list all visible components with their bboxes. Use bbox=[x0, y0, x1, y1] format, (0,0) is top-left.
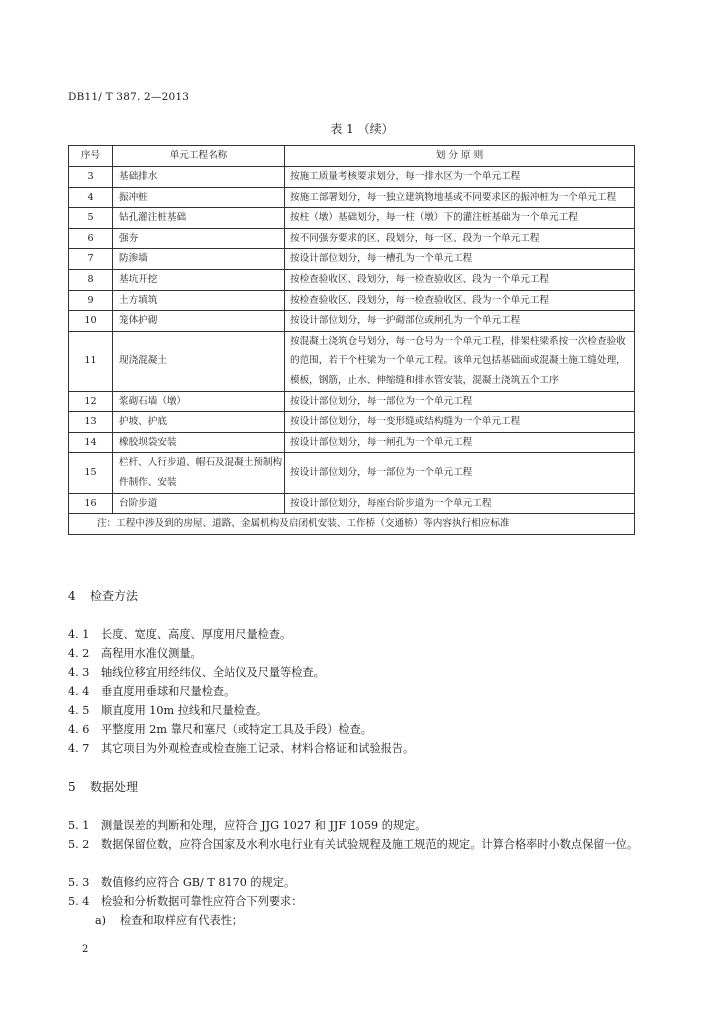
table-row bbox=[69, 269, 635, 290]
row-number: 14 bbox=[69, 432, 113, 453]
row-number: 3 bbox=[69, 167, 113, 188]
table-row bbox=[69, 228, 635, 249]
item-text: 顺直度用 10m 拉线和尺量检查。 bbox=[101, 704, 268, 717]
table-row bbox=[69, 331, 635, 391]
row-number: 15 bbox=[69, 453, 113, 493]
list-item bbox=[68, 626, 638, 643]
item-number: 4. 2 bbox=[68, 647, 90, 660]
section-4-heading bbox=[68, 587, 138, 605]
division-rule: 按检查验收区、段划分，每一检查验收区、段为一个单元工程 bbox=[285, 269, 635, 290]
row-number: 11 bbox=[69, 331, 113, 391]
division-rule: 按设计部位划分，每一护砌部位或闸孔为一个单元工程 bbox=[285, 311, 635, 332]
column-header-no: 序号 bbox=[69, 146, 113, 167]
division-table bbox=[68, 145, 635, 535]
division-rule: 按设计部位划分，每一槽孔为一个单元工程 bbox=[285, 249, 635, 270]
item-number: 5. 2 bbox=[68, 838, 90, 851]
item-text: 高程用水准仪测量。 bbox=[101, 647, 202, 660]
list-item bbox=[68, 664, 638, 681]
page-number: 2 bbox=[82, 944, 89, 955]
table-row bbox=[69, 187, 635, 208]
unit-project-name: 栏杆、人行步道、帽石及混凝土预制构件制作、安装 bbox=[113, 453, 285, 493]
column-header-rule: 划 分 原 则 bbox=[285, 146, 635, 167]
division-rule: 按设计部位划分，每座台阶步道为一个单元工程 bbox=[285, 493, 635, 514]
item-number: 4. 3 bbox=[68, 666, 90, 679]
item-number: 5. 4 bbox=[68, 895, 90, 908]
list-item bbox=[68, 836, 638, 853]
list-item bbox=[68, 817, 638, 834]
table-body bbox=[69, 167, 635, 514]
section-title: 数据处理 bbox=[90, 780, 139, 794]
division-rule: 按混凝土浇筑仓号划分，每一仓号为一个单元工程，排架柱梁系按一次检查验收的范围，若干个柱梁为一个单元工程。该单元包括基础面或混凝土施工缝处理，模板，钢筋，止水、伸缩缝和排水管安装，混凝土浇筑五个工序 bbox=[285, 331, 635, 391]
division-rule: 按设计部位划分，每一部位为一个单元工程 bbox=[285, 391, 635, 412]
item-text: 垂直度用垂球和尺量检查。 bbox=[101, 685, 236, 698]
unit-project-name: 护坡、护底 bbox=[113, 412, 285, 433]
unit-project-name: 防渗墙 bbox=[113, 249, 285, 270]
table-row bbox=[69, 493, 635, 514]
row-number: 9 bbox=[69, 290, 113, 311]
list-item bbox=[68, 683, 638, 700]
item-text: 长度、宽度、高度、厚度用尺量检查。 bbox=[101, 628, 292, 641]
division-rule: 按柱（墩）基础划分，每一柱（墩）下的灌注桩基础为一个单元工程 bbox=[285, 208, 635, 229]
section-number: 5 bbox=[68, 780, 76, 794]
section-title: 检查方法 bbox=[90, 589, 139, 603]
table-header-row bbox=[69, 146, 635, 167]
unit-project-name: 台阶步道 bbox=[113, 493, 285, 514]
list-item bbox=[68, 645, 638, 662]
table-row bbox=[69, 412, 635, 433]
item-number: 5. 1 bbox=[68, 819, 90, 832]
table-row bbox=[69, 290, 635, 311]
table-row bbox=[69, 208, 635, 229]
row-number: 7 bbox=[69, 249, 113, 270]
division-rule: 按不同强夯要求的区、段划分，每一区、段为一个单元工程 bbox=[285, 228, 635, 249]
table-row bbox=[69, 167, 635, 188]
list-item bbox=[68, 893, 638, 910]
unit-project-name: 笼体护砌 bbox=[113, 311, 285, 332]
table-caption: 表 1 （续） bbox=[330, 122, 394, 136]
row-number: 5 bbox=[69, 208, 113, 229]
row-number: 12 bbox=[69, 391, 113, 412]
list-item bbox=[68, 702, 638, 719]
item-text: 数据保留位数，应符合国家及水利水电行业有关试验规程及施工规范的规定。计算合格率时小数点保留一位。 bbox=[101, 838, 639, 851]
item-text: 数值修约应符合 GB/ T 8170 的规定。 bbox=[101, 876, 296, 889]
table-row bbox=[69, 453, 635, 493]
section-number: 4 bbox=[68, 589, 76, 603]
unit-project-name: 基础排水 bbox=[113, 167, 285, 188]
unit-project-name: 浆砌石墙（墩） bbox=[113, 391, 285, 412]
table-row bbox=[69, 311, 635, 332]
unit-project-name: 现浇混凝土 bbox=[113, 331, 285, 391]
item-number: 4. 4 bbox=[68, 685, 90, 698]
row-number: 8 bbox=[69, 269, 113, 290]
section-5-heading bbox=[68, 778, 138, 796]
item-number: 5. 3 bbox=[68, 876, 90, 889]
item-number: 4. 6 bbox=[68, 723, 90, 736]
sub-item-marker: a) bbox=[95, 914, 107, 927]
table-row bbox=[69, 249, 635, 270]
item-text: 测量误差的判断和处理，应符合 JJG 1027 和 JJF 1059 的规定。 bbox=[101, 819, 427, 832]
item-number: 4. 7 bbox=[68, 742, 90, 755]
item-number: 4. 1 bbox=[68, 628, 90, 641]
row-number: 13 bbox=[69, 412, 113, 433]
row-number: 6 bbox=[69, 228, 113, 249]
list-item bbox=[68, 740, 638, 757]
table-note-row bbox=[69, 514, 635, 535]
division-rule: 按施工部署划分，每一独立建筑物地基或不同要求区的振冲桩为一个单元工程 bbox=[285, 187, 635, 208]
division-rule: 按设计部位划分，每一部位为一个单元工程 bbox=[285, 453, 635, 493]
list-item bbox=[68, 721, 638, 738]
sub-list-item bbox=[95, 912, 665, 929]
row-number: 4 bbox=[69, 187, 113, 208]
item-text: 检验和分析数据可靠性应符合下列要求： bbox=[101, 895, 303, 908]
document-code: DB11/ T 387. 2—2013 bbox=[68, 91, 190, 103]
table-row bbox=[69, 391, 635, 412]
table-row bbox=[69, 432, 635, 453]
unit-project-name: 土方填筑 bbox=[113, 290, 285, 311]
item-text: 轴线位移宜用经纬仪、全站仪及尺量等检查。 bbox=[101, 666, 325, 679]
unit-project-name: 强夯 bbox=[113, 228, 285, 249]
row-number: 10 bbox=[69, 311, 113, 332]
unit-project-name: 振冲桩 bbox=[113, 187, 285, 208]
unit-project-name: 基坑开挖 bbox=[113, 269, 285, 290]
division-rule: 按设计部位划分，每一闸孔为一个单元工程 bbox=[285, 432, 635, 453]
division-rule: 按施工质量考核要求划分，每一排水区为一个单元工程 bbox=[285, 167, 635, 188]
division-rule: 按设计部位划分，每一变形缝或结构缝为一个单元工程 bbox=[285, 412, 635, 433]
table-note: 注：工程中涉及到的房屋、道路、金属机构及启闭机安装、工作桥（交通桥）等内容执行相应标准 bbox=[69, 514, 635, 535]
list-item bbox=[68, 874, 638, 891]
row-number: 16 bbox=[69, 493, 113, 514]
unit-project-name: 钻孔灌注桩基础 bbox=[113, 208, 285, 229]
item-number: 4. 5 bbox=[68, 704, 90, 717]
column-header-name: 单元工程名称 bbox=[113, 146, 285, 167]
unit-project-name: 橡胶坝袋安装 bbox=[113, 432, 285, 453]
item-text: 其它项目为外观检查或检查施工记录、材料合格证和试验报告。 bbox=[101, 742, 415, 755]
division-rule: 按检查验收区、段划分，每一检查验收区、段为一个单元工程 bbox=[285, 290, 635, 311]
sub-item-text: 检查和取样应有代表性； bbox=[120, 914, 244, 927]
item-text: 平整度用 2m 靠尺和塞尺（或特定工具及手段）检查。 bbox=[101, 723, 372, 736]
